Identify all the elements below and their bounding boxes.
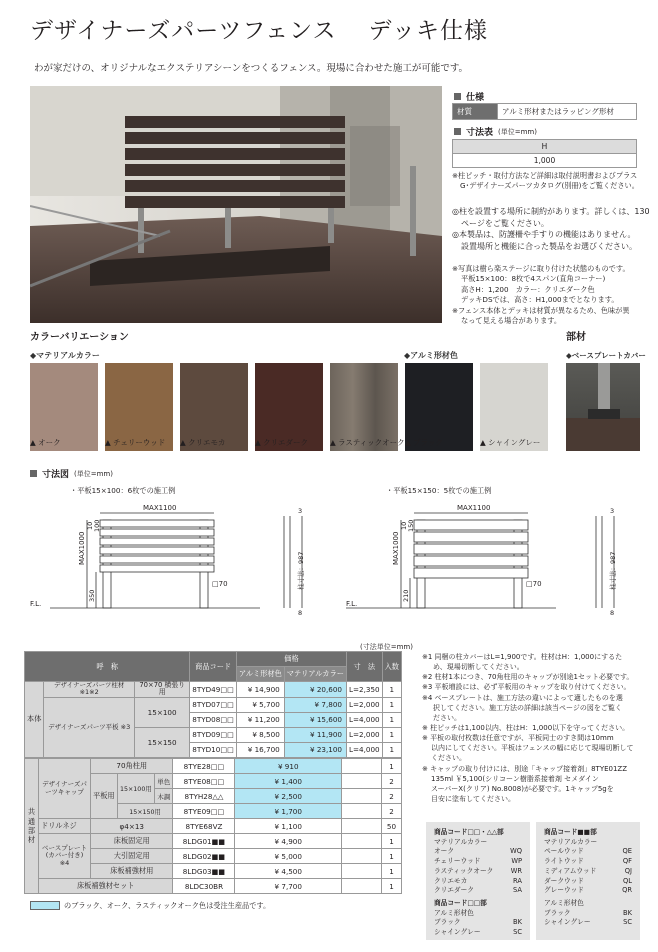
row-size: L=2,000 [346, 727, 382, 742]
swatch-label: ▲ ブラック [405, 438, 444, 447]
common-parts-table [24, 758, 402, 894]
panel-board [100, 538, 214, 545]
cap-qty: 2 [382, 804, 402, 819]
swatch-label: ▲ シャイングレー [480, 438, 541, 447]
cap-single: 単色 [155, 774, 173, 789]
note-line: デッキDSでは、高さ：H1,000までとなります。 [461, 295, 619, 305]
row-size: L=4,000 [346, 712, 382, 727]
cap-size [342, 774, 382, 789]
hero-photo [30, 86, 442, 323]
panel-board [100, 529, 214, 536]
code-row [544, 847, 632, 857]
panel-board [414, 532, 528, 542]
codes-left [426, 822, 530, 940]
row-qty: 1 [382, 682, 401, 698]
dim-8-left: 8 [298, 609, 303, 617]
code-value: SC [623, 918, 632, 927]
dim-maxh-right: MAX1000 [392, 531, 400, 565]
cap-price: ¥ 1,700 [235, 804, 342, 819]
code-value: BK [513, 918, 522, 927]
dim-8-right: 8 [610, 609, 615, 617]
cat-main: 本体 [25, 682, 44, 758]
row-mat: ¥ 15,600 [284, 712, 346, 727]
code-name: クリエモカ [434, 876, 468, 885]
codes-right-h4: アルミ形材色 [544, 899, 584, 908]
h-alumi: アルミ形材色 [236, 667, 284, 682]
drill-price: ¥ 1,100 [235, 819, 342, 834]
row-alumi: ¥ 8,500 [236, 727, 284, 742]
dim-post-left: □70 [212, 580, 228, 588]
cap-size [342, 804, 382, 819]
cap-size [342, 759, 382, 774]
spec-heading-label: 仕様 [466, 93, 485, 103]
row-size: L=4,000 [346, 742, 382, 757]
panel-board [100, 547, 214, 554]
cap-code: 8TYE08□□ [173, 774, 235, 789]
size-h-value: 1,000 [453, 154, 637, 168]
row-alumi: ¥ 5,700 [236, 697, 284, 712]
row-name2: 70×70 横張り用 [134, 682, 189, 698]
swatch-label: ▲ クリエダーク [255, 438, 309, 447]
note-line: ◎本製品は、防護柵や手すりの機能はありません。 [452, 230, 636, 240]
dimension-drawing [30, 496, 640, 626]
row-size: L=2,350 [346, 682, 382, 698]
note-line: 目安に塗布してください。 [431, 794, 515, 803]
code-value: QE [622, 847, 632, 856]
spec-heading [454, 90, 484, 103]
row-alumi: ¥ 16,700 [236, 742, 284, 757]
note-line: 高さH：1,200 カラー：クリエダーク色 [461, 284, 595, 294]
dim-pitch-right: 柱寸法：987 [609, 551, 617, 590]
code-name: グレーウッド [544, 886, 584, 895]
drill-name: ドリルネジ [39, 819, 91, 834]
code-value: WR [510, 866, 522, 875]
h-qty: 入数 [382, 652, 401, 682]
spec-notes-3 [452, 264, 630, 327]
note-line: 以内にしてください。平板はフェンスの幅に応じて現場切断して [431, 744, 634, 753]
base-price: ¥ 5,000 [235, 849, 342, 864]
h-material: マテリアルカラー [284, 667, 346, 682]
base-price: ¥ 4,500 [235, 864, 342, 879]
dim-pitch-left: 柱寸法：987 [297, 551, 305, 590]
spec-notes-2 [452, 206, 650, 252]
code-row [544, 867, 632, 877]
size-heading-label: 寸法表 [466, 128, 494, 138]
row-code: 8TYD09□□ [190, 727, 237, 742]
code-name: ダークウッド [544, 876, 584, 885]
row-name1: デザイナーズパーツ柱材 ※1※2 [44, 682, 135, 698]
price-table [24, 651, 402, 758]
code-row [434, 867, 522, 877]
code-name: ラスティックオーク [434, 866, 494, 875]
dims-heading-label: 寸法図 [42, 470, 70, 480]
cap-code: 8TYE28□□ [173, 759, 235, 774]
swatch-label: ▲ オーク [30, 438, 61, 447]
codes-right [536, 822, 640, 940]
note-line: スーパーX(クリア) No.8008)が必要です。1キャップ5gを [431, 784, 614, 793]
row-qty: 1 [382, 712, 401, 727]
h-name: 呼 称 [25, 652, 190, 682]
note-line: ください。 [431, 754, 466, 763]
code-value: QR [622, 886, 632, 895]
codes-left-h4: アルミ形材色 [434, 908, 474, 917]
dim-fl-left: F.L. [30, 600, 42, 608]
note-line: ※写真は樹ら楽ステージに取り付けた状態のものです。 [452, 264, 630, 273]
parts-heading: 部材 [566, 332, 586, 343]
code-row [434, 877, 522, 887]
title-sub: デッキ仕様 [368, 18, 489, 44]
drill-size-empty [342, 819, 382, 834]
dims-right-caption: ・平板15×150：5枚での施工例 [386, 486, 492, 495]
note-line: ※4 ベースプレートは、施工方法の違いによって適したものを選 [422, 693, 623, 702]
code-row [434, 928, 522, 938]
size-unit: (単位=mm) [498, 127, 537, 136]
row-size: L=2,000 [346, 697, 382, 712]
lead-text: わが家だけの、オリジナルなエクステリアシーンをつくるフェンス。現場に合わせた施工が可能です。 [34, 63, 469, 74]
cat-common: 共通部材 [25, 759, 39, 894]
panel-board [414, 520, 528, 530]
panel-board [100, 556, 214, 563]
base-size-empty [342, 849, 382, 864]
dim-max-right: MAX1100 [457, 504, 491, 512]
cap-qty: 2 [382, 789, 402, 804]
code-row [544, 877, 632, 887]
material-heading: ◆マテリアルカラー [30, 351, 100, 360]
row-qty: 1 [382, 697, 401, 712]
code-row [544, 918, 632, 928]
dim-post-right: □70 [526, 580, 542, 588]
square-icon [454, 93, 461, 100]
row-mat: ¥ 11,900 [284, 727, 346, 742]
note-line: 平板15×100：8枚で4スパン(直角コーナー) [461, 274, 606, 284]
square-icon [454, 128, 461, 135]
base-price: ¥ 4,900 [235, 834, 342, 849]
spec-notes-1 [452, 171, 639, 192]
base-heading: ◆ベースプレートカバー [566, 351, 646, 360]
note-line: G･デザイナーズパーツカタログ(別冊)をご覧ください。 [460, 181, 639, 191]
row-alumi: ¥ 11,200 [236, 712, 284, 727]
row-mat: ¥ 20,600 [284, 682, 346, 698]
note-line: ださい。 [433, 713, 461, 722]
panel-board [414, 556, 528, 566]
cap-post: 70角柱用 [91, 759, 173, 774]
base-size-empty [342, 834, 382, 849]
cap-price: ¥ 910 [235, 759, 342, 774]
code-row [434, 857, 522, 867]
panel-name: デザイナーズパーツ平板 ※3 [44, 697, 135, 757]
price-unit: (寸法単位=mm) [360, 643, 413, 651]
code-name: ブラック [434, 918, 461, 927]
cap-qty: 1 [382, 759, 402, 774]
code-name: ブラック [544, 908, 571, 917]
note-line: 135ml ￥5,100(シリコーン樹脂系接着剤 セメダイン [431, 774, 599, 783]
row-name2: 15×150 [134, 727, 189, 757]
row-name2: 15×100 [134, 697, 189, 727]
code-row [544, 909, 632, 919]
codes-left-h2: マテリアルカラー [434, 837, 488, 846]
base-label: 床板固定用 [91, 834, 173, 849]
drill-size: φ4×13 [91, 819, 173, 834]
code-row [544, 886, 632, 896]
code-value: QJ [624, 866, 632, 875]
set-size-empty [342, 879, 382, 894]
base-size-empty [342, 864, 382, 879]
base-label: 大引固定用 [91, 849, 173, 864]
codes-right-h2: マテリアルカラー [544, 837, 598, 846]
row-code: 8TYD07□□ [190, 697, 237, 712]
row-qty: 1 [382, 727, 401, 742]
row-mat: ¥ 7,800 [284, 697, 346, 712]
cap-code: 8TYE09□□ [173, 804, 235, 819]
code-name: オーク [434, 847, 455, 856]
row-code: 8TYD49□□ [190, 682, 237, 698]
code-row [434, 886, 522, 896]
alumi-heading: ◆アルミ形材色 [404, 351, 458, 360]
size-h-label: H [453, 140, 637, 154]
set-name: 床板補強材セット [39, 879, 173, 894]
cap-code: 8TYH28△△ [173, 789, 235, 804]
dim-100-left: 100 [93, 519, 101, 532]
dim-10-right: 10 [400, 521, 408, 530]
code-name: シャイングレー [544, 918, 591, 927]
row-code: 8TYD10□□ [190, 742, 237, 757]
code-value: SA [513, 886, 522, 895]
legend-text: のブラック、オーク、ラスティックオーク色は受注生産品です。 [64, 901, 271, 910]
code-value: WQ [510, 847, 522, 856]
base-code: 8LDG01■■ [173, 834, 235, 849]
spec-value: アルミ形材またはラッピング形材 [498, 104, 637, 120]
panel-board [100, 520, 214, 527]
drill-qty: 50 [382, 819, 402, 834]
legend-swatch [30, 901, 60, 910]
note-line: ※1 同梱の柱カバーはL=1,900です。柱材はH：1,000にするた [422, 653, 623, 661]
dim-3-left: 3 [298, 507, 303, 515]
cap-size [342, 789, 382, 804]
swatch-label: ▲ クリエモカ [180, 438, 226, 447]
codes-right-h1: 商品コード■■部 [544, 828, 597, 836]
code-name: シャイングレー [434, 928, 481, 937]
note-line: ※ キャップの取り付けには、別途「キャップ接着剤」8TYE01ZZ [422, 764, 628, 773]
h-code: 商品コード [190, 652, 237, 682]
note-line: ※柱ピッチ・取付方法など詳細は取付説明書およびプラス [452, 171, 638, 180]
dims-left-caption: ・平板15×100：6枚での施工例 [70, 486, 176, 495]
swatch-label: ▲ チェリーウッド [105, 438, 166, 447]
panel-board [414, 568, 528, 578]
cap-flat: 平板用 [91, 774, 118, 819]
base-code: 8LDG02■■ [173, 849, 235, 864]
note-line: 設置場所と機能に合った製品をお選びください。 [461, 241, 637, 251]
spec-label: 材質 [453, 104, 498, 120]
code-value: BK [623, 908, 632, 917]
base-label: 床板補強材用 [91, 864, 173, 879]
code-value: SC [513, 928, 522, 937]
code-value: WP [511, 857, 522, 866]
note-line: ※2 柱材1本につき、70角柱用のキャップが別途1セット必要です。 [422, 673, 634, 682]
drill-code: 8TYE68VZ [173, 819, 235, 834]
dims-heading [30, 467, 113, 480]
title-main: デザイナーズパーツフェンス [30, 18, 337, 44]
cap-price: ¥ 1,400 [235, 774, 342, 789]
colors-heading: カラーバリエーション [30, 332, 129, 343]
note-line: 択してください。施工方法の詳細は該当ページの図をご覧く [433, 703, 622, 712]
cap-name: デザイナーズパーツキャップ [39, 759, 91, 819]
dim-10-left: 10 [86, 521, 94, 530]
code-value: RA [513, 876, 522, 885]
note-line: ※ 平板の取付枚数は任意ですが、平板同士のすき間は10mm [422, 734, 614, 743]
codes-left-h3: 商品コード□□部 [434, 899, 487, 908]
code-value: QL [623, 876, 632, 885]
code-row [434, 918, 522, 928]
set-price: ¥ 7,700 [235, 879, 342, 894]
row-mat: ¥ 23,100 [284, 742, 346, 757]
cap-price: ¥ 2,500 [235, 789, 342, 804]
set-qty: 1 [382, 879, 402, 894]
panel-board [100, 565, 214, 572]
code-name: チェリーウッド [434, 857, 481, 866]
code-row [544, 857, 632, 867]
cap-wood: 木調 [155, 789, 173, 804]
base-plate-photo [566, 363, 640, 451]
base-name: ベースプレート(カバー付き) ※4 [39, 834, 91, 879]
dim-max-left: MAX1100 [143, 504, 177, 512]
dim-maxh-left: MAX1000 [78, 531, 86, 565]
base-qty: 1 [382, 864, 402, 879]
dim-150-right: 150 [407, 519, 415, 532]
note-line: ※フェンス本体とデッキは材質が異なるため、色味が異 [452, 305, 630, 315]
code-value: QF [622, 857, 632, 866]
panel-board [414, 544, 528, 554]
swatch-label: ▲ ラスティックオーク [330, 438, 405, 447]
size-heading [454, 125, 537, 138]
code-name: ペールウッド [544, 847, 584, 856]
dims-unit: (単位=mm) [74, 469, 113, 478]
size-table [452, 139, 637, 168]
row-qty: 1 [382, 742, 401, 757]
base-qty: 1 [382, 834, 402, 849]
spec-table [452, 103, 637, 120]
codes-left-h1: 商品コード□□・△△部 [434, 828, 504, 836]
code-row [434, 847, 522, 857]
dim-fl-right: F.L. [346, 600, 358, 608]
note-line: め、現場切断してください。 [433, 663, 524, 672]
dim-3-right: 3 [610, 507, 615, 515]
row-code: 8TYD08□□ [190, 712, 237, 727]
h-size: 寸 法 [346, 652, 382, 682]
dim-350: 350 [88, 589, 96, 602]
code-name: ミディアムウッド [544, 866, 597, 875]
note-line: なって見える場合があります。 [461, 316, 562, 326]
note-line: ※ 柱ピッチは1,100以内、柱はH：1,000以下を守ってください。 [422, 723, 630, 732]
fence-deck-illustration [30, 86, 442, 323]
cap-150: 15×150用 [117, 804, 173, 819]
note-line: ◎柱を設置する場所に制約があります。詳しくは、130 [452, 207, 650, 216]
right-notes [422, 652, 633, 804]
cap-100: 15×100用 [117, 774, 154, 804]
h-price: 価格 [236, 652, 346, 667]
page-title [30, 12, 488, 45]
base-code: 8LDG03■■ [173, 864, 235, 879]
row-alumi: ¥ 14,900 [236, 682, 284, 698]
code-name: ライトウッド [544, 857, 584, 866]
base-plate-illustration [566, 363, 640, 451]
note-line: ※3 平板増設には、必ず平板用のキャップを取り付けてください。 [422, 683, 631, 692]
code-name: クリエダーク [434, 886, 474, 895]
base-qty: 1 [382, 849, 402, 864]
cap-qty: 2 [382, 774, 402, 789]
square-icon [30, 470, 37, 477]
dim-210: 210 [402, 589, 410, 602]
set-code: 8LDC30BR [173, 879, 235, 894]
note-line: ページをご覧ください。 [461, 218, 549, 228]
